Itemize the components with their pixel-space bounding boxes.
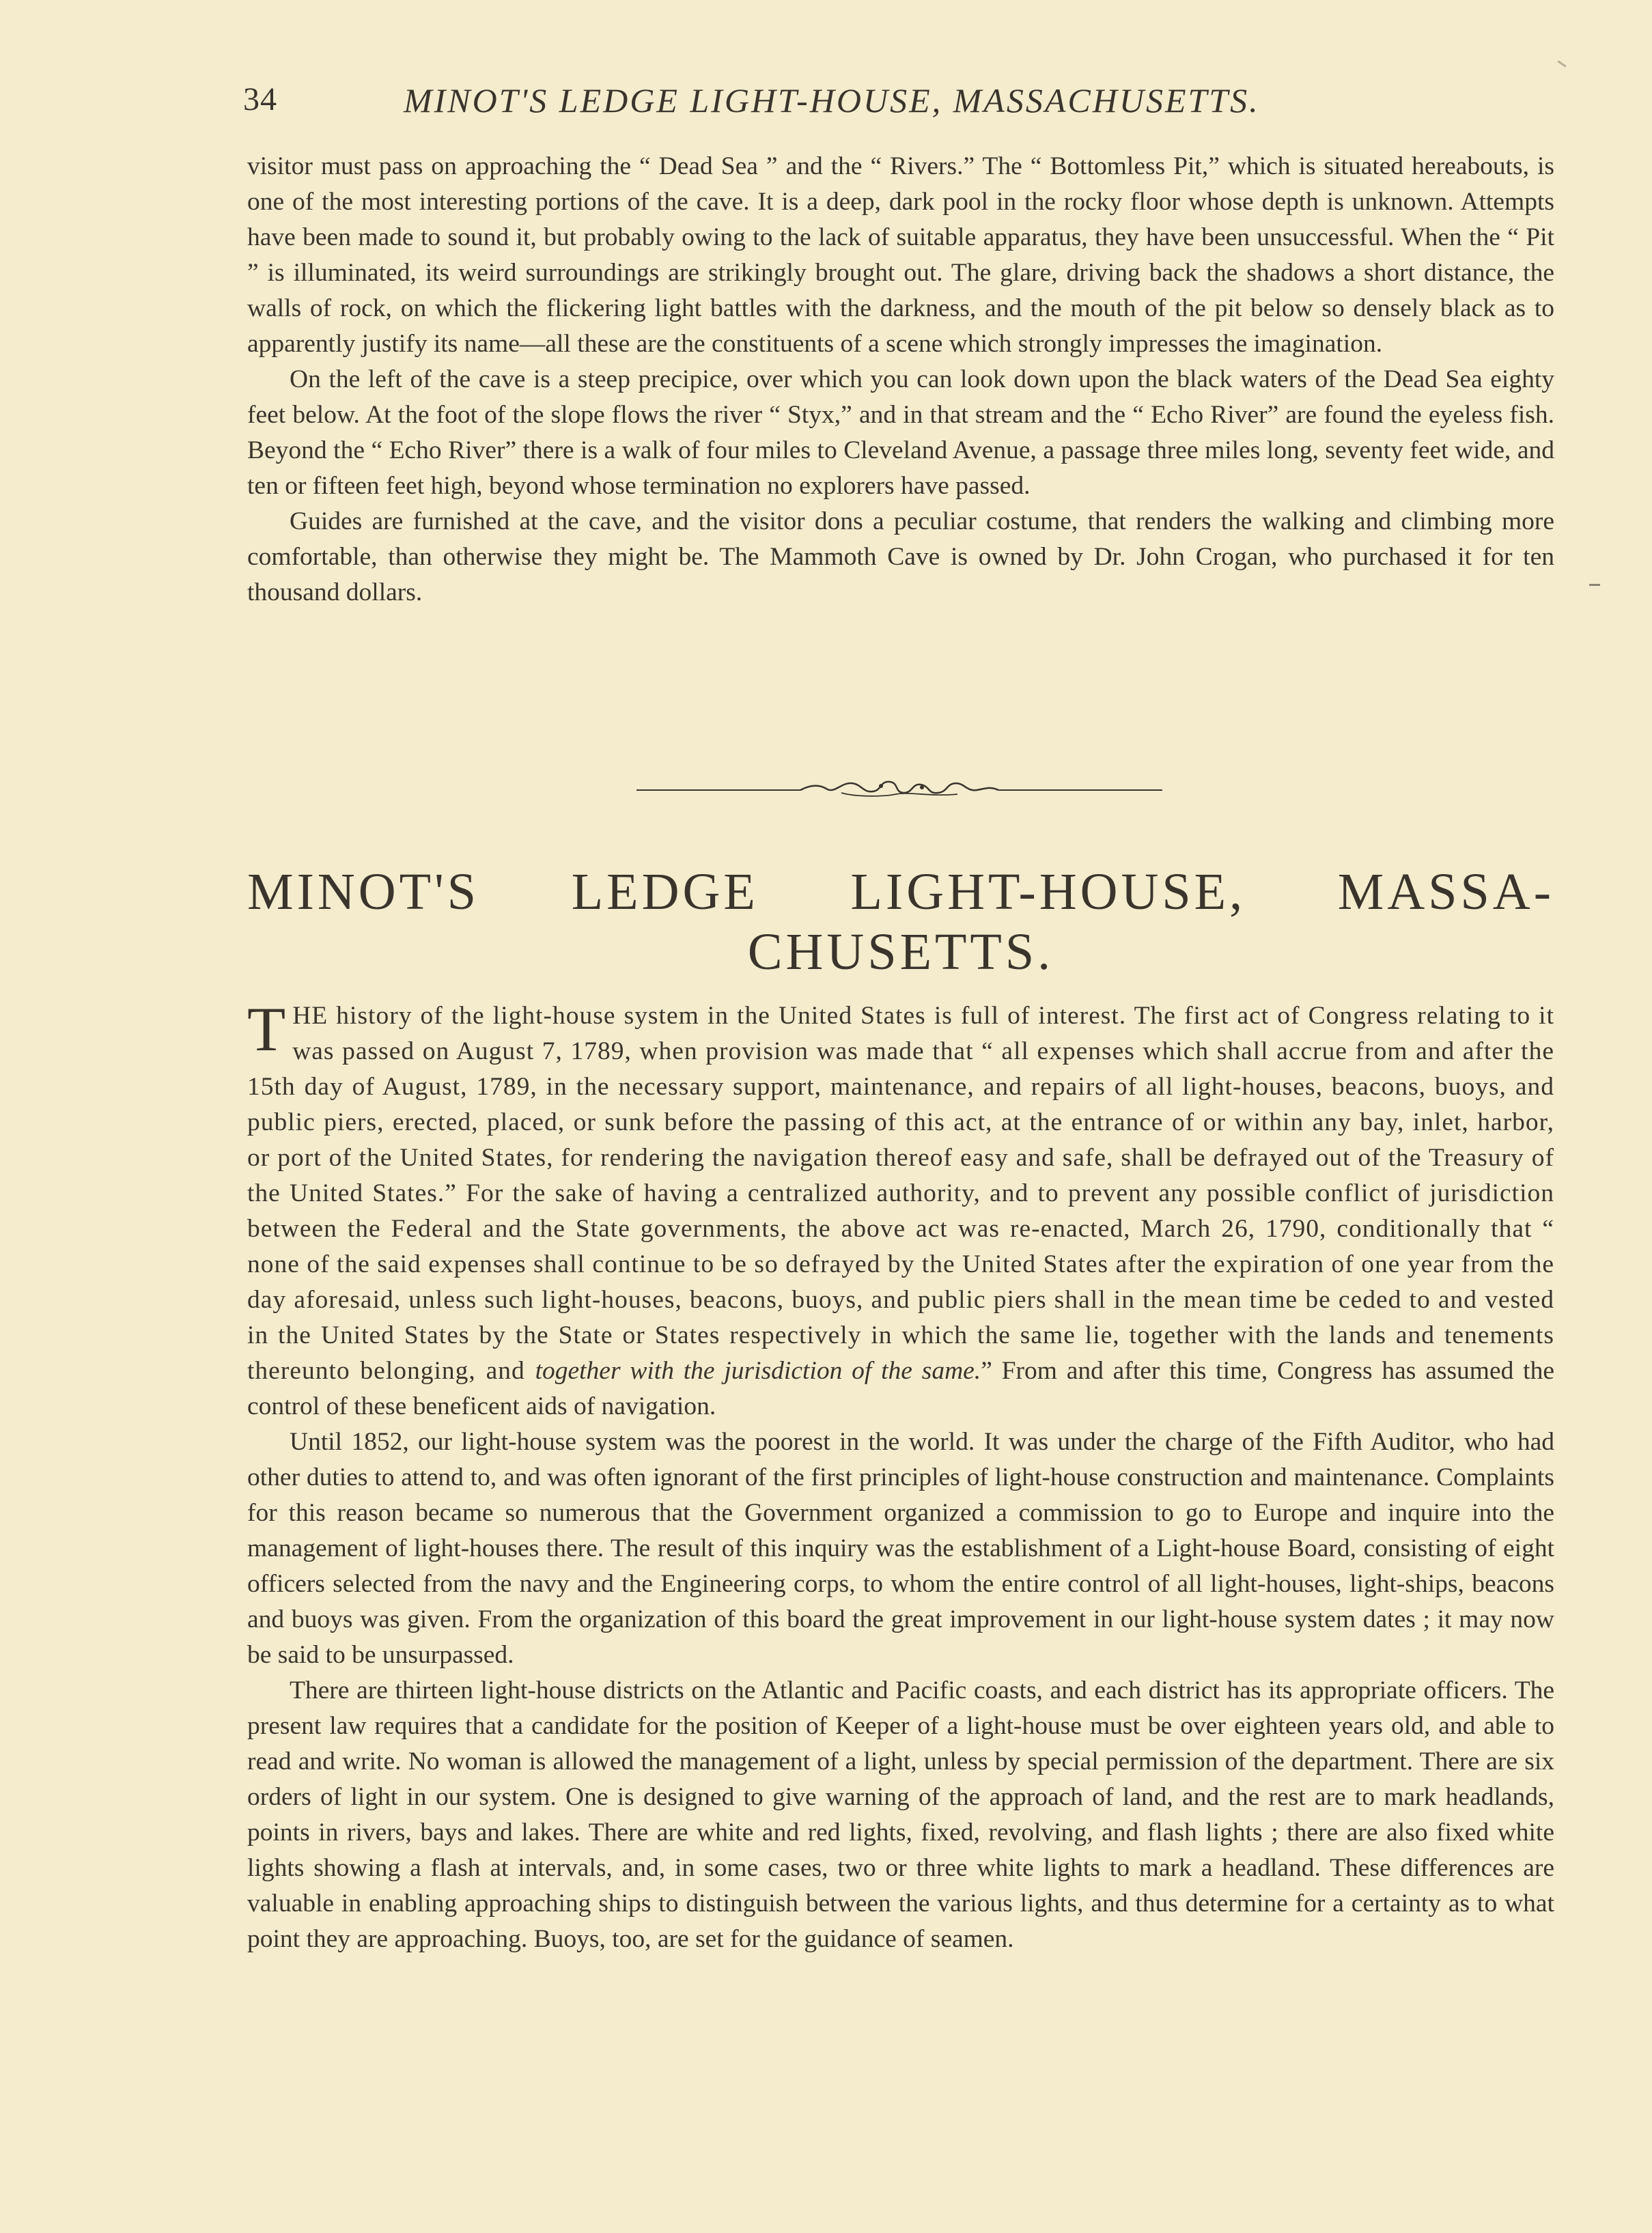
running-title: MINOT'S LEDGE LIGHT-HOUSE, MASSACHUSETTS.: [404, 81, 1260, 120]
margin-mark: [1589, 584, 1600, 586]
paragraph: Guides are furnished at the cave, and the visitor dons a peculiar costume, that renders the walking and climbing more comfortable, than otherwise they might be. The Mammoth Cave is owned by Dr. John Crogan, who purchased it for ten thousand dollars.: [247, 507, 1554, 606]
section-title-line-2: CHUSETTS.: [747, 923, 1054, 981]
opening-paragraph: [247, 994, 1554, 1424]
section-body: [247, 994, 1554, 1957]
section-title-line-1: MINOT'S LEDGE LIGHT-HOUSE, MASSA-: [247, 863, 1554, 921]
opening-text: HE history of the light-house system in the United States is full of interest. The first act of Congress relating to it was passed on August 7, 1789, when provision was made that “ all expenses which shall accrue from and after the 15th day of August, 1789, in the necessary support, maintenance, and repairs of all light-houses, beacons, buoys, and public piers, erected, placed, or sunk before the passing of this act, at the entrance of or within any bay, inlet, harbor, or port of the United States, for rendering the navigation thereof easy and safe, shall be defrayed out of the Treasury of the United States.” For the sake of having a centralized authority, and to prevent any possible conflict of jurisdiction between the Federal and the State governments, the above act was re-enacted, March 26, 1790, conditionally that “ none of the said expenses shall continue to be so defrayed by the United States after the expiration of one year from the day aforesaid, unless such light-houses, beacons, buoys, and public piers shall in the mean time be ceded to and vested in the United States by the State or States respectively in which the same lie, together with the lands and tenements thereunto belonging, and: [247, 1002, 1554, 1385]
paragraph: There are thirteen light-house districts on the Atlantic and Pacific coasts, and each district has its appropriate officers. The present law requires that a candidate for the position of Keeper of a light-house must be over eighteen years old, and able to read and write. No woman is allowed the management of a light, unless by special permission of the department. There are six orders of light in our system. One is designed to give warning of the approach of land, and the rest are to mark headlands, points in rivers, bays and lakes. There are white and red lights, fixed, revolving, and flash lights ; there are also fixed white lights showing a flash at intervals, and, in some cases, two or three white lights to mark a headland. These differences are valuable in enabling approaching ships to distinguish between the various lights, and thus determine for a certainty as to what point they are approaching. Buoys, too, are set for the guidance of seamen.: [247, 1676, 1554, 1953]
drop-cap: T: [247, 994, 286, 1064]
paragraph: visitor must pass on approaching the “ Dead Sea ” and the “ Rivers.” The “ Bottomless Pit,” which is situated hereabouts, is one of the most interesting portions of the cave. It is a deep, dark pool in the rocky floor whose depth is unknown. Attempts have been made to sound it, but probably owing to the lack of suitable apparatus, they have been unsuccessful. When the “ Pit ” is illuminated, its weird surroundings are strikingly brought out. The glare, driving back the shadows a short distance, the walls of rock, on which the flickering light battles with the darkness, and the mouth of the pit below so densely black as to apparently justify its name—all these are the constituents of a scene which strongly impresses the imagination.: [247, 152, 1554, 358]
italic-quote: together with the jurisdiction of the same.: [535, 1357, 981, 1385]
section-divider-ornament: [636, 775, 1162, 802]
continued-text: [247, 149, 1554, 610]
page-number: 34: [243, 81, 277, 117]
paragraph: On the left of the cave is a steep precipice, over which you can look down upon the black waters of the Dead Sea eighty feet below. At the foot of the slope flows the river “ Styx,” and in that stream and the “ Echo River” are found the eyeless fish. Beyond the “ Echo River” there is a walk of four miles to Cleveland Avenue, a passage three miles long, seventy feet wide, and ten or fifteen feet high, beyond whose termination no explorers have passed.: [247, 365, 1554, 500]
opening-text-tail: ” From and after this time, Congress has assumed the control of these beneficent aids of navigation.: [247, 1357, 1554, 1420]
page-corner-mark: [1557, 60, 1566, 67]
section-title: [247, 862, 1554, 982]
running-head: [243, 81, 1425, 122]
paragraph: Until 1852, our light-house system was the poorest in the world. It was under the charge of the Fifth Auditor, who had other duties to attend to, and was often ignorant of the first principles of light-house construction and maintenance. Complaints for this reason became so numerous that the Government organized a commission to go to Europe and inquire into the management of light-houses there. The result of this inquiry was the establishment of a Light-house Board, consisting of eight officers selected from the navy and the Engineering corps, to whom the entire control of all light-houses, light-ships, beacons and buoys was given. From the organization of this board the great improvement in our light-house system dates ; it may now be said to be unsurpassed.: [247, 1428, 1554, 1669]
